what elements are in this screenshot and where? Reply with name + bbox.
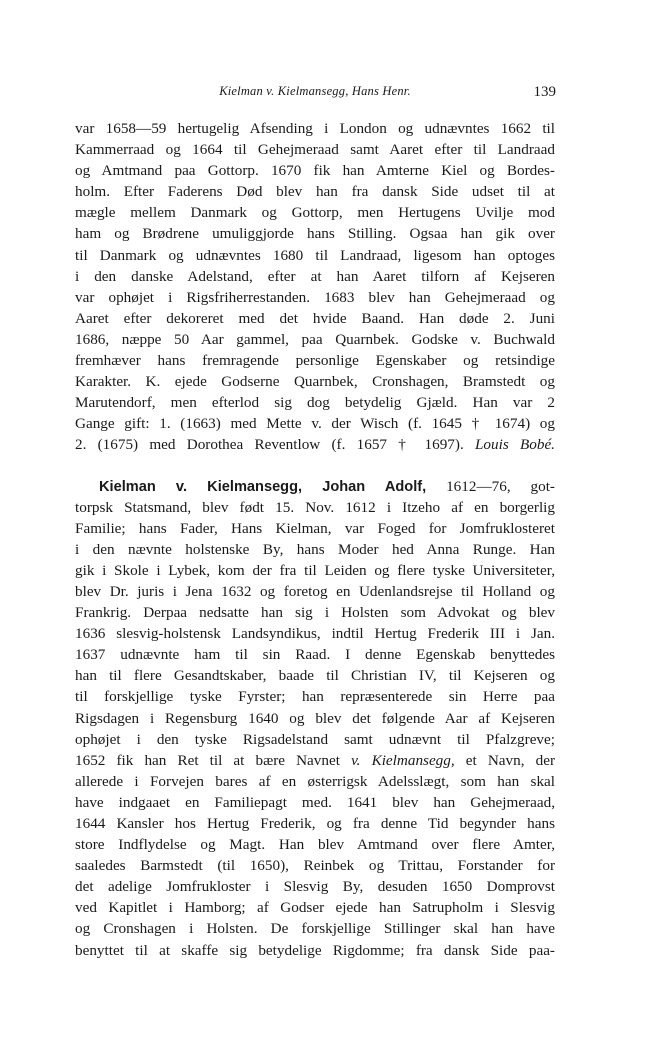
italic-name: v. Kielmansegg, xyxy=(351,751,455,769)
text-line: det adelige Jomfrukloster i Slesvig By, desuden 1650 Domprovst xyxy=(75,878,555,896)
text-line: Karakter. K. ejede Godserne Quarnbek, Cronshagen, Bramstedt og xyxy=(75,373,555,391)
text-line: Marutendorf, men efterlod sig dog betydelig Gjæld. Han var 2 xyxy=(75,394,555,412)
text-line: i den nævnte holstenske By, hans Moder hed Anna Runge. Han xyxy=(75,540,555,558)
text-line: have indgaaet en Familiepagt med. 1641 blev han Gehejmeraad, xyxy=(75,793,555,811)
text-line: Gange gift: 1. (1663) med Mette v. der Wisch (f. 1645 † 1674) og xyxy=(75,415,555,433)
entry-first-line xyxy=(75,476,555,497)
text-line: ophøjet i den tyske Rigsadelstand samt udnævnt til Pfalzgreve; xyxy=(75,730,555,748)
text-line: og Amtmand paa Gottorp. 1670 fik han Amterne Kiel og Bordes- xyxy=(75,162,555,180)
text-line: saaledes Barmstedt (til 1650), Reinbek og Trittau, Forstander for xyxy=(75,857,555,875)
text-segment: et Navn, der xyxy=(465,751,556,769)
text-line: han til flere Gesandtskaber, baade til Christian IV, til Kejseren og xyxy=(75,667,555,685)
text-line: blev Dr. juris i Jena 1632 og foretog en Udenlandsrejse til Holland og xyxy=(75,582,555,600)
last-line-text: 2. (1675) med Dorothea Reventlow (f. 1657 † 1697). xyxy=(75,436,464,454)
text-line: og Cronshagen i Holsten. De forskjellige Stillinger skal han have xyxy=(75,920,555,938)
entry-johan-adolf xyxy=(75,476,555,961)
text-line: Rigsdagen i Regensburg 1640 og blev det følgende Aar af Kejseren xyxy=(75,709,555,727)
text-line: Familie; hans Fader, Hans Kielman, var Foged for Jomfruklosteret xyxy=(75,519,555,537)
entry-headword: Kielman v. Kielmansegg, Johan Adolf, xyxy=(99,478,427,495)
text-line: allerede i Forvejen bares af en østerrigsk Adelsslægt, som han skal xyxy=(75,772,555,790)
text-line: til Danmark og udnævntes 1680 til Landraad, ligesom han optoges xyxy=(75,246,555,264)
text-line: var ophøjet i Rigsfriherrestanden. 1683 blev han Gehejmeraad og xyxy=(75,288,555,306)
text-line: ham og Brødrene umuliggjorde hans Stilling. Ogsaa han gik over xyxy=(75,225,555,243)
entry-continuation xyxy=(75,118,555,456)
text-line: torpsk Statsmand, blev født 15. Nov. 1612 i Itzeho af en borgerlig xyxy=(75,498,555,516)
text-line: fremhæver hans fremragende personlige Egenskaber og retsindige xyxy=(75,352,555,370)
body-text xyxy=(75,118,555,961)
text-line: mægle mellem Danmark og Gottorp, men Hertugens Uvilje mod xyxy=(75,204,555,222)
text-line: gik i Skole i Lybek, kom der fra til Leiden og flere tyske Universiteter, xyxy=(75,561,555,579)
text-segment: 1652 fik han Ret til at bære Navnet xyxy=(75,751,340,769)
text-line: Aaret efter dekoreret med det hvide Baand. Han døde 2. Juni xyxy=(75,309,555,327)
page-number: 139 xyxy=(533,84,556,100)
text-line: Frankrig. Derpaa nedsatte han sig i Holsten som Advokat og blev xyxy=(75,604,555,622)
text-line: Kammerraad og 1664 til Gehejmeraad samt Aaret efter til Landraad xyxy=(75,141,555,159)
entry-dates: 1612—76, got- xyxy=(446,477,555,495)
text-line: benyttet til at skaffe sig betydelige Rigdomme; fra dansk Side paa- xyxy=(75,941,555,959)
text-line: i den danske Adelstand, efter at han Aaret tilforn af Kejseren xyxy=(75,267,555,285)
text-line: var 1658—59 hertugelig Afsending i London og udnævntes 1662 til xyxy=(75,120,555,137)
text-line: 1686, næppe 50 Aar gammel, paa Quarnbek. Godske v. Buchwald xyxy=(75,330,555,348)
text-line: ved Kapitlet i Hamborg; af Godser ejede han Satrupholm i Slesvig xyxy=(75,899,555,917)
text-line: holm. Efter Faderens Død blev han fra dansk Side udset til at xyxy=(75,183,555,201)
text-line: store Indflydelse og Magt. Han blev Amtmand over flere Amter, xyxy=(75,836,555,854)
text-line: til forskjellige tyske Fyrster; han repræsenterede sin Herre paa xyxy=(75,688,555,706)
text-line: 1636 slesvig-holstensk Landsyndikus, indtil Hertug Frederik III i Jan. xyxy=(75,625,555,643)
running-head: Kielman v. Kielmansegg, Hans Henr. xyxy=(219,84,411,98)
author-signature: Louis Bobé. xyxy=(474,436,555,454)
text-line: 1637 udnævnte ham til sin Raad. I denne Egenskab benyttedes xyxy=(75,646,555,664)
text-line xyxy=(75,434,555,455)
text-line: 1644 Kansler hos Hertug Frederik, og fra denne Tid begynder hans xyxy=(75,815,555,832)
text-line xyxy=(75,750,555,771)
